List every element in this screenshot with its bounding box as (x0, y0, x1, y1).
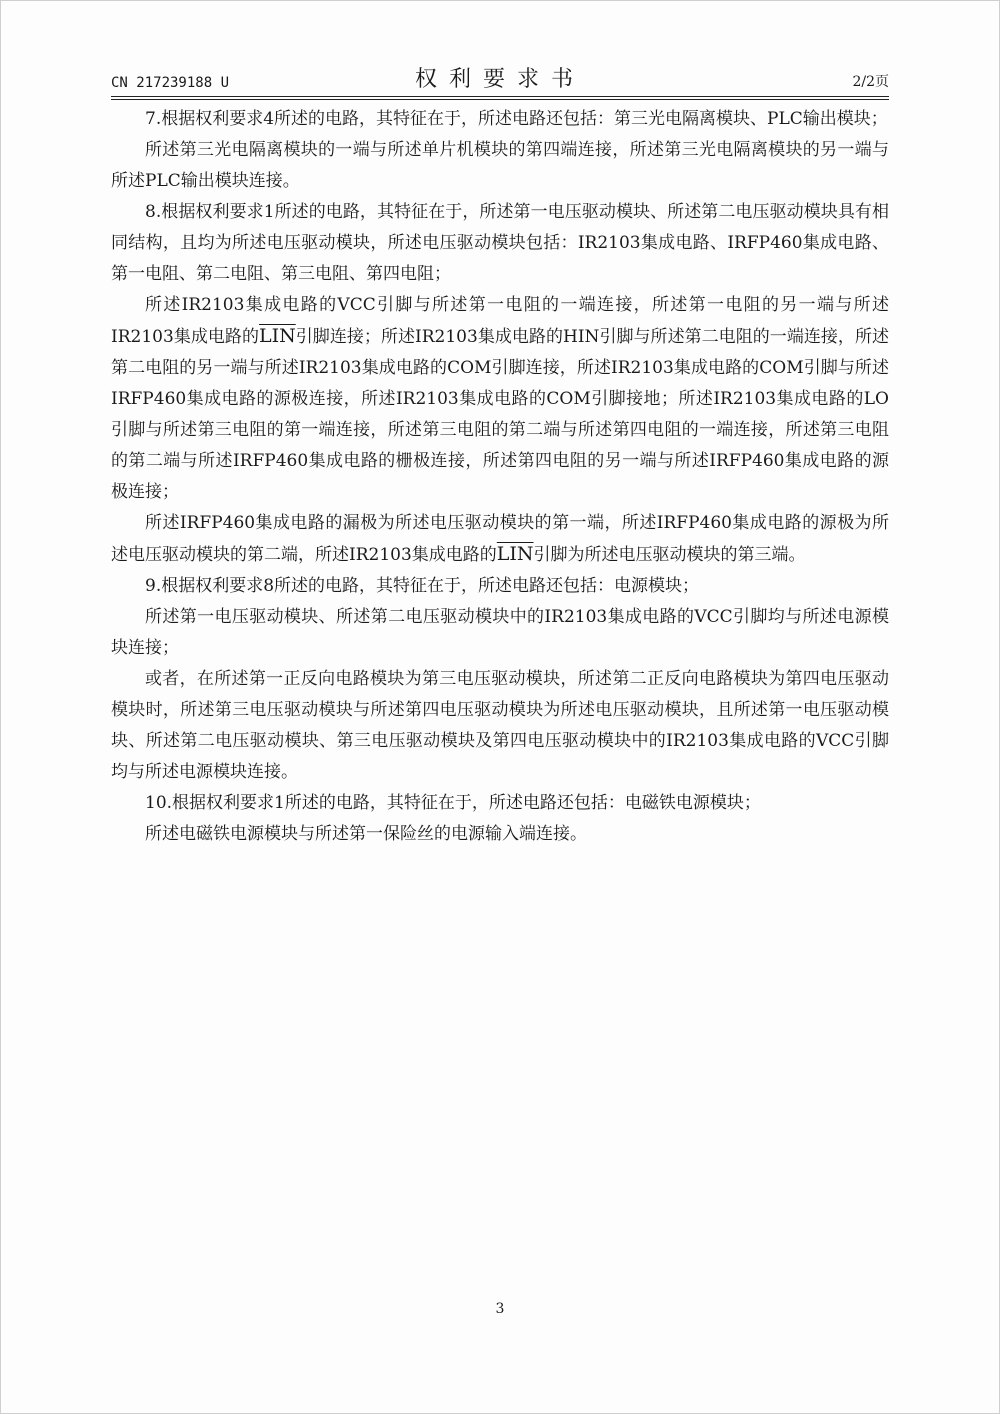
claim-8-terminals-text-a: 所述IRFP460集成电路的漏极为所述电压驱动模块的第一端，所述IRFP460集成电路的源极为所述电压驱动模块的第二端，所述IR2103集成电路的 (111, 513, 889, 565)
claim-8-terminals (111, 508, 889, 571)
page-number: 3 (495, 1301, 505, 1317)
claim-9-alternative: 或者，在所述第一正反向电路模块为第三电压驱动模块，所述第二正反向电路模块为第四电压驱动模块时，所述第三电压驱动模块与所述第四电压驱动模块为所述电压驱动模块，且所述第一电压驱动模块、所述第二电压驱动模块、第三电压驱动模块及第四电压驱动模块中的IR2103集成电路的VCC引脚均与所述电源模块连接。 (111, 669, 889, 782)
header-rule-top (111, 96, 889, 97)
claim-9: 9.根据权利要求8所述的电路，其特征在于，所述电路还包括：电源模块； (145, 576, 700, 596)
claim-8-connections (111, 290, 889, 508)
patent-number: CN 217239188 U (111, 75, 230, 91)
claim-7: 7.根据权利要求4所述的电路，其特征在于，所述电路还包括：第三光电隔离模块、PLC输出模块； (145, 109, 888, 129)
claim-8-connections-text-b: 引脚连接；所述IR2103集成电路的HIN引脚与所述第二电阻的一端连接，所述第二电阻的另一端与所述IR2103集成电路的COM引脚连接，所述IR2103集成电路的COM引脚与所述IRFP460集成电路的源极连接，所述IR2103集成电路的COM引脚接地；所述IR2103集成电路的LO引脚与所述第三电阻的第一端连接，所述第三电阻的第二端与所述第四电阻的一端连接，所述第三电阻的第二端与所述IRFP460集成电路的栅极连接，所述第四电阻的另一端与所述IRFP460集成电路的源极连接； (111, 327, 889, 502)
claims-body (111, 104, 889, 850)
header-rule-bottom (111, 99, 889, 100)
page-header (111, 57, 889, 97)
claim-10: 10.根据权利要求1所述的电路，其特征在于，所述电路还包括：电磁铁电源模块； (145, 793, 761, 813)
claim-7-detail: 所述第三光电隔离模块的一端与所述单片机模块的第四端连接，所述第三光电隔离模块的另一端与所述PLC输出模块连接。 (111, 140, 889, 191)
claim-8: 8.根据权利要求1所述的电路，其特征在于，所述第一电压驱动模块、所述第二电压驱动模块具有相同结构，且均为所述电压驱动模块，所述电压驱动模块包括：IR2103集成电路、IRFP460集成电路、第一电阻、第二电阻、第三电阻、第四电阻； (111, 202, 889, 284)
claim-9-detail: 所述第一电压驱动模块、所述第二电压驱动模块中的IR2103集成电路的VCC引脚均与所述电源模块连接； (111, 607, 889, 658)
claim-10-detail: 所述电磁铁电源模块与所述第一保险丝的电源输入端连接。 (145, 824, 587, 844)
page-indicator: 2/2页 (852, 74, 889, 90)
lin-pin-label: $\overline{LIN}$ (258, 325, 296, 347)
claim-8-connections-text-a: 所述IR2103集成电路的VCC引脚与所述第一电阻的一端连接，所述第一电阻的另一端与所述IR2103集成电路的 (111, 295, 889, 347)
claim-8-terminals-text-b: 引脚为所述电压驱动模块的第三端。 (533, 545, 806, 565)
lin-pin-label: $\overline{LIN}$ (496, 543, 534, 565)
page-title: 权利要求书 (414, 67, 585, 92)
